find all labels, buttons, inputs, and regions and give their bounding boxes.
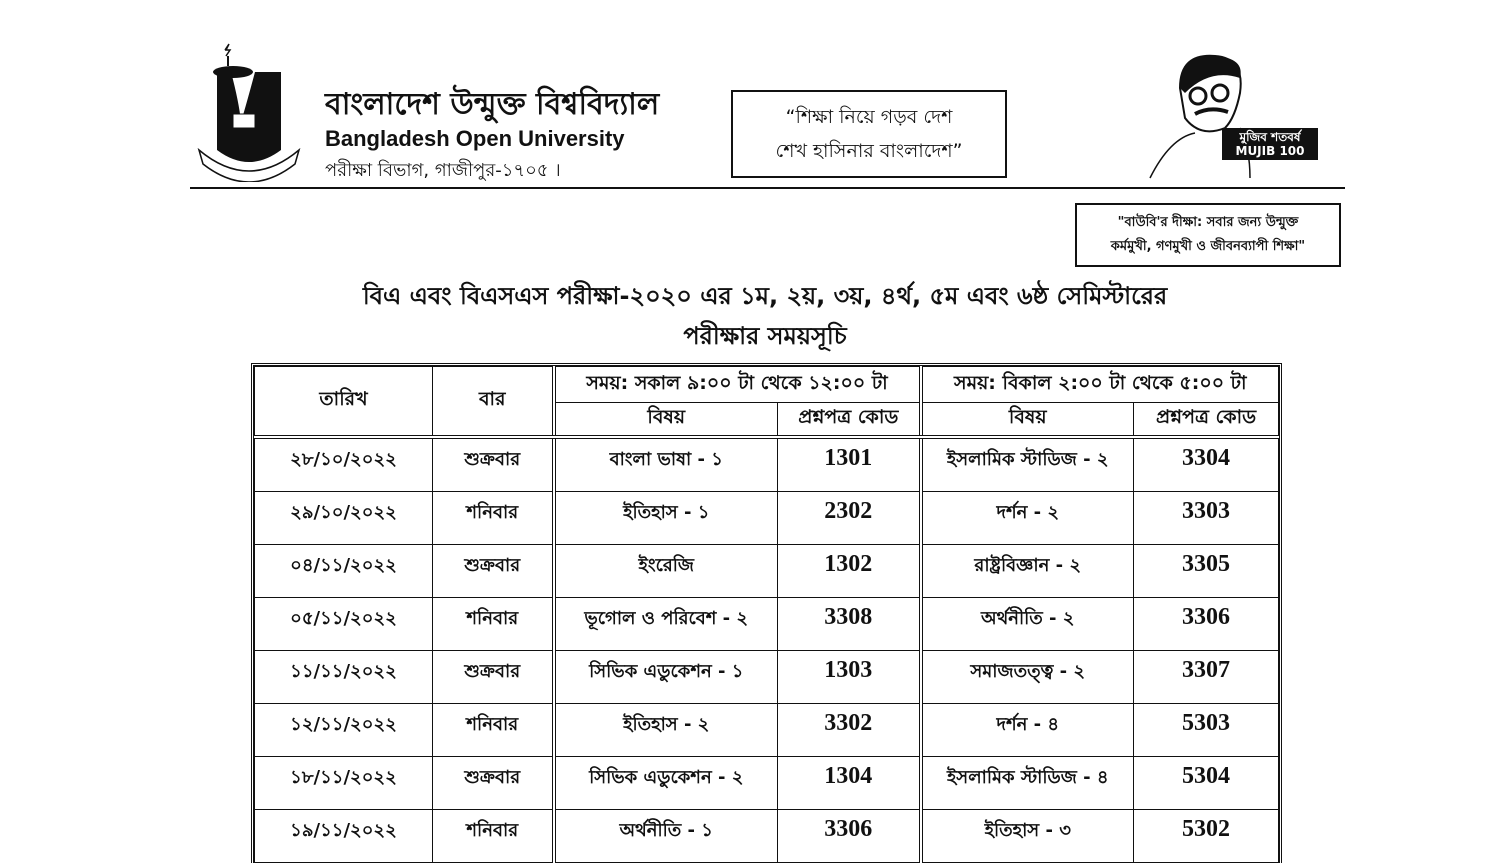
header-afternoon-subject: বিষয় bbox=[921, 403, 1134, 438]
header-afternoon-slot: সময়: বিকাল ২:০০ টা থেকে ৫:০০ টা bbox=[921, 367, 1279, 403]
morning-subject-cell: বাংলা ভাষা - ১ bbox=[554, 437, 778, 492]
day-cell: শনিবার bbox=[433, 492, 554, 545]
morning-code-cell: 3308 bbox=[778, 598, 921, 651]
slogan-line-2: শেখ হাসিনার বাংলাদেশ” bbox=[775, 140, 963, 162]
header-afternoon-code: প্রশ্নপত্র কোড bbox=[1134, 403, 1279, 438]
afternoon-subject-cell: অর্থনীতি - ২ bbox=[921, 598, 1134, 651]
morning-code-cell: 1301 bbox=[778, 437, 921, 492]
afternoon-subject-cell: সমাজতত্ত্ব - ২ bbox=[921, 651, 1134, 704]
university-name-english: Bangladesh Open University bbox=[325, 126, 625, 151]
motto-line-2: কর্মমুখী, গণমুখী ও জীবনব্যাপী শিক্ষা" bbox=[1110, 239, 1306, 254]
morning-subject-cell: ইংরেজি bbox=[554, 545, 778, 598]
date-cell: ২৮/১০/২০২২ bbox=[255, 437, 433, 492]
date-cell: ০৫/১১/২০২২ bbox=[255, 598, 433, 651]
morning-code-cell: 3306 bbox=[778, 810, 921, 863]
date-cell: ১৯/১১/২০২২ bbox=[255, 810, 433, 863]
header-morning-code: প্রশ্নপত্র কোড bbox=[778, 403, 921, 438]
heading-line-1: বিএ এবং বিএসএস পরীক্ষা-২০২০ এর ১ম, ২য়, ৩য়, ৪র্থ, ৫ম এবং ৬ষ্ঠ সেমিস্টারের bbox=[362, 282, 1168, 310]
morning-subject-cell: সিভিক এডুকেশন - ২ bbox=[554, 757, 778, 810]
afternoon-subject-cell: দর্শন - ২ bbox=[921, 492, 1134, 545]
afternoon-subject-cell: রাষ্ট্রবিজ্ঞান - ২ bbox=[921, 545, 1134, 598]
afternoon-code-cell: 3305 bbox=[1134, 545, 1279, 598]
morning-subject-cell: সিভিক এডুকেশন - ১ bbox=[554, 651, 778, 704]
day-cell: শনিবার bbox=[433, 704, 554, 757]
morning-code-cell: 2302 bbox=[778, 492, 921, 545]
morning-subject-cell: ইতিহাস - ১ bbox=[554, 492, 778, 545]
mujib-portrait bbox=[1140, 48, 1315, 183]
header-day: বার bbox=[433, 367, 554, 438]
afternoon-code-cell: 3303 bbox=[1134, 492, 1279, 545]
afternoon-subject-cell: ইসলামিক স্টাডিজ - ২ bbox=[921, 437, 1134, 492]
table-row bbox=[255, 704, 1279, 757]
schedule-heading bbox=[0, 276, 1500, 356]
header-date: তারিখ bbox=[255, 367, 433, 438]
heading-line-2: পরীক্ষার সময়সূচি bbox=[683, 322, 847, 350]
motto-box bbox=[1075, 203, 1341, 267]
header-morning-subject: বিষয় bbox=[554, 403, 778, 438]
afternoon-code-cell: 5302 bbox=[1134, 810, 1279, 863]
table-row bbox=[255, 492, 1279, 545]
morning-code-cell: 3302 bbox=[778, 704, 921, 757]
day-cell: শুক্রবার bbox=[433, 437, 554, 492]
date-cell: ০৪/১১/২০২২ bbox=[255, 545, 433, 598]
day-cell: শুক্রবার bbox=[433, 757, 554, 810]
mujib-100-logo-text: মুজিব শতবর্ষ MUJIB 100 bbox=[1222, 128, 1318, 160]
date-cell: ২৯/১০/২০২২ bbox=[255, 492, 433, 545]
morning-code-cell: 1304 bbox=[778, 757, 921, 810]
afternoon-code-cell: 5303 bbox=[1134, 704, 1279, 757]
table-row bbox=[255, 598, 1279, 651]
university-name-bengali: বাংলাদেশ উন্মুক্ত বিশ্ববিদ্যাল bbox=[325, 87, 660, 122]
afternoon-subject-cell: ইতিহাস - ৩ bbox=[921, 810, 1134, 863]
exam-schedule-table bbox=[254, 366, 1279, 863]
date-cell: ১১/১১/২০২২ bbox=[255, 651, 433, 704]
day-cell: শুক্রবার bbox=[433, 651, 554, 704]
table-row bbox=[255, 810, 1279, 863]
day-cell: শুক্রবার bbox=[433, 545, 554, 598]
morning-code-cell: 1302 bbox=[778, 545, 921, 598]
department-address: পরীক্ষা বিভাগ, গাজীপুর-১৭০৫ । bbox=[325, 160, 561, 181]
university-logo bbox=[195, 42, 303, 182]
afternoon-subject-cell: দর্শন - ৪ bbox=[921, 704, 1134, 757]
day-cell: শনিবার bbox=[433, 598, 554, 651]
table-row bbox=[255, 651, 1279, 704]
table-row bbox=[255, 757, 1279, 810]
morning-code-cell: 1303 bbox=[778, 651, 921, 704]
morning-subject-cell: ইতিহাস - ২ bbox=[554, 704, 778, 757]
date-cell: ১৮/১১/২০২২ bbox=[255, 757, 433, 810]
motto-line-1: "বাউবি'র দীক্ষা: সবার জন্য উন্মুক্ত bbox=[1117, 215, 1299, 230]
day-cell: শনিবার bbox=[433, 810, 554, 863]
morning-subject-cell: ভূগোল ও পরিবেশ - ২ bbox=[554, 598, 778, 651]
afternoon-code-cell: 3306 bbox=[1134, 598, 1279, 651]
slogan-box bbox=[731, 90, 1007, 178]
afternoon-subject-cell: ইসলামিক স্টাডিজ - ৪ bbox=[921, 757, 1134, 810]
slogan-line-1: “শিক্ষা নিয়ে গড়ব দেশ bbox=[785, 106, 953, 128]
morning-subject-cell: অর্থনীতি - ১ bbox=[554, 810, 778, 863]
header-divider bbox=[190, 187, 1345, 189]
table-row bbox=[255, 545, 1279, 598]
afternoon-code-cell: 3307 bbox=[1134, 651, 1279, 704]
afternoon-code-cell: 3304 bbox=[1134, 437, 1279, 492]
table-row bbox=[255, 437, 1279, 492]
date-cell: ১২/১১/২০২২ bbox=[255, 704, 433, 757]
afternoon-code-cell: 5304 bbox=[1134, 757, 1279, 810]
header-morning-slot: সময়: সকাল ৯:০০ টা থেকে ১২:০০ টা bbox=[554, 367, 921, 403]
